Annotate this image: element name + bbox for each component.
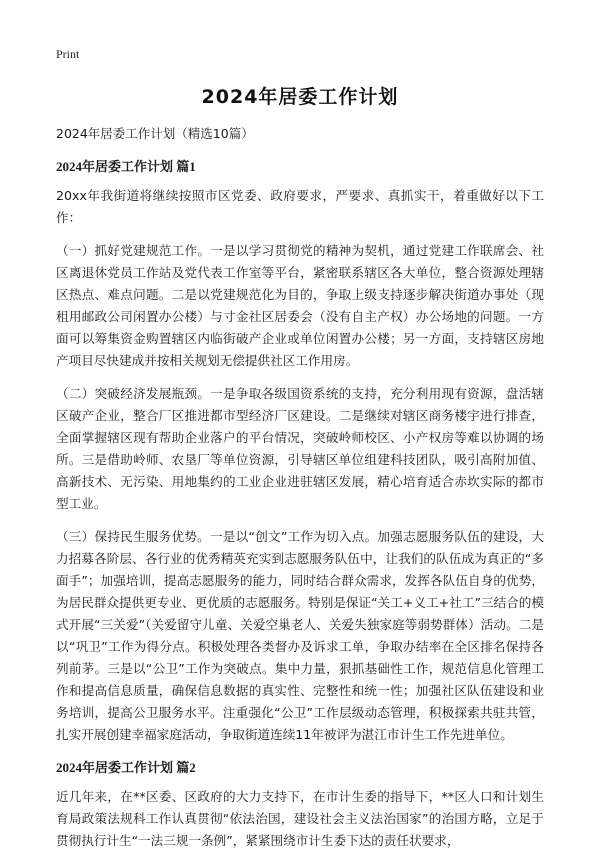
document-body (56, 124, 544, 863)
section-heading: 2024年居委工作计划 篇2 (56, 760, 196, 775)
paragraph: （一）抓好党建规范工作。一是以学习贯彻党的精神为契机，通过党建工作联席会、社区离退休党员工作站及党代表工作室等平台，紧密联系辖区各大单位，整合资源处理辖区热点、难点问题。二是以党建规范化为目的，争取上级支持逐步解决街道办事处（现租用邮政公司闲置办公楼）与寸金社区居委会（没有自主产权）办公场地的问题。一方面可以筹集资金购置辖区内临街破产企业或单位闲置办公楼；另一方面，支持辖区房地产项目尽快建成并按相关规划无偿提供社区工作用房。 (56, 243, 544, 368)
print-link[interactable]: Print (56, 47, 80, 61)
paragraph: 20xx年我街道将继续按照市区党委、政府要求，严要求、真抓实干，着重做好以下工作： (56, 188, 544, 225)
paragraph: （二）突破经济发展瓶颈。一是争取各级国资系统的支持，充分利用现有资源，盘活辖区破产企业，整合厂区推进都市型经济厂区建设。二是继续对辖区商务楼宇进行排查，全面掌握辖区现有帮助企业落户的平台情况，突破岭师校区、小产权房等难以协调的场所。三是借助岭师、农垦厂等单位资源，引导辖区单位组建科技团队，吸引高附加值、高新技术、无污染、用地集约的工业企业进驻辖区发展，精心培育适合赤坎实际的都市型工业。 (56, 386, 544, 511)
section-2 (56, 757, 544, 852)
section-heading: 2024年居委工作计划 篇1 (56, 159, 196, 174)
paragraph: 近几年来，在**区委、区政府的大力支持下，在市计生委的指导下，**区人口和计划生育局政策法规科工作认真贯彻“依法治国，建设社会主义法治国家”的治国方略，立足于贯彻执行计生“一法三规一条例”，紧紧围绕市计生委下达的责任状要求， (56, 789, 544, 848)
document-subtitle: 2024年居委工作计划（精选10篇） (56, 126, 254, 141)
paragraph: （三）保持民生服务优势。一是以“创文”工作为切入点。加强志愿服务队伍的建设，大力招募各阶层、各行业的优秀精英充实到志愿服务队伍中，让我们的队伍成为真正的“多面手”；加强培训，提高志愿服务的能力，同时结合群众需求，发挥各队伍自身的优势，为居民群众提供更专业、更优质的志愿服务。特别是保证“关工+义工+社工”三结合的模式开展“三关爱”（关爱留守儿童、关爱空巢老人、关爱失独家庭等弱势群体）活动。二是以“巩卫”工作为得分点。积极处理各类督办及诉求工单，争取办结率在全区排名保持各列前茅。三是以“公卫”工作为突破点。集中力量，狠抓基础性工作，规范信息化管理工作和提高信息质量，确保信息数据的真实性、完整性和统一性；加强社区队伍建设和业务培训，提高公卫服务水平。注重强化“公卫”工作层级动态管理，积极探索共驻共管，扎实开展创建幸福家庭活动，争取街道连续11年被评为湛江市计生工作先进单位。 (56, 529, 544, 742)
document-title: 2024年居委工作计划 (201, 86, 399, 108)
section-1 (56, 156, 544, 746)
